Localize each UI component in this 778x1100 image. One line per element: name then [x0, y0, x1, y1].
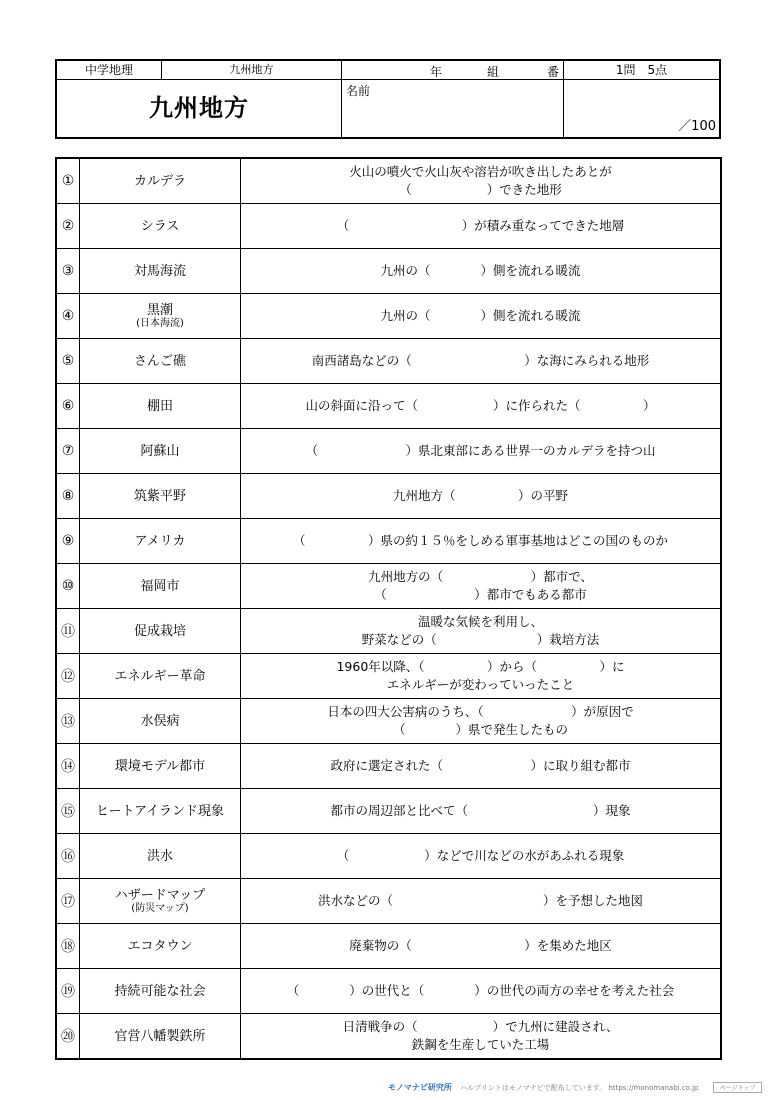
- answer-term: [80, 879, 241, 924]
- question-description: [241, 609, 722, 654]
- question-row: [56, 204, 721, 249]
- description-line: （ ）などで川などの水があふれる現象: [336, 848, 625, 863]
- question-row: [56, 969, 721, 1014]
- answer-term: [80, 474, 241, 519]
- description-line: 火山の噴火で火山灰や溶岩が吹き出したあとが: [349, 164, 612, 179]
- question-row: [56, 789, 721, 834]
- question-description: [241, 204, 722, 249]
- question-description: [241, 429, 722, 474]
- term-text: カルデラ: [133, 173, 186, 189]
- description-line: 鉄鋼を生産していた工場: [411, 1037, 550, 1052]
- page-title: 九州地方: [57, 80, 342, 137]
- description-line: （ ）都市でもある都市: [374, 587, 587, 602]
- question-number: ⑭: [56, 744, 80, 789]
- description-line: （ ）県の約１５％をしめる軍事基地はどこの国のものか: [292, 533, 668, 548]
- question-description: [241, 924, 722, 969]
- subject-label: 中学地理: [57, 61, 162, 80]
- question-description: [241, 834, 722, 879]
- score-total: ／100: [678, 119, 716, 134]
- question-row: [56, 879, 721, 924]
- description-line: 九州地方（ ）の平野: [392, 488, 568, 503]
- description-line: 洪水などの（ ）を予想した地図: [317, 893, 643, 908]
- question-row: [56, 744, 721, 789]
- description-line: 政府に選定された（ ）に取り組む都市: [330, 758, 631, 773]
- question-description: [241, 744, 722, 789]
- question-row: [56, 654, 721, 699]
- question-description: [241, 1014, 722, 1060]
- description-line: 日本の四大公害病のうち、（ ）が原因で: [327, 704, 634, 719]
- page-top-link[interactable]: ページトップ: [713, 1082, 763, 1093]
- answer-term: [80, 699, 241, 744]
- question-number: ⑧: [56, 474, 80, 519]
- question-row: [56, 294, 721, 339]
- name-label: 名前: [346, 84, 371, 98]
- question-number: ⑮: [56, 789, 80, 834]
- question-number: ⑥: [56, 384, 80, 429]
- question-description: [241, 699, 722, 744]
- description-line: 廃棄物の（ ）を集めた地区: [349, 938, 612, 953]
- description-line: （ ）県で発生したもの: [392, 722, 568, 737]
- term-text: エネルギー革命: [114, 668, 206, 684]
- term-text: ハザードマップ: [114, 887, 206, 903]
- question-number: ⑳: [56, 1014, 80, 1060]
- answer-term: [80, 834, 241, 879]
- question-description: [241, 519, 722, 564]
- question-row: [56, 474, 721, 519]
- answer-term: [80, 744, 241, 789]
- term-text: ヒートアイランド現象: [96, 803, 224, 819]
- question-number: ⑲: [56, 969, 80, 1014]
- term-note: (日本海流): [136, 317, 184, 329]
- description-line: 都市の周辺部と比べて（ ）現象: [330, 803, 631, 818]
- question-description: [241, 249, 722, 294]
- description-line: （ ）できた地形: [399, 182, 562, 197]
- description-line: 山の斜面に沿って（ ）に作られた（ ）: [305, 398, 656, 413]
- footer: [388, 1082, 762, 1093]
- description-line: 九州の（ ）側を流れる暖流: [380, 263, 581, 278]
- description-line: （ ）県北東部にある世界一のカルデラを持つ山: [305, 443, 656, 458]
- question-number: ②: [56, 204, 80, 249]
- answer-term: [80, 384, 241, 429]
- question-row: [56, 924, 721, 969]
- question-description: [241, 969, 722, 1014]
- question-description: [241, 654, 722, 699]
- description-line: 九州地方の（ ）都市で、: [368, 569, 593, 584]
- term-text: 環境モデル都市: [114, 758, 206, 774]
- term-text: 水俣病: [140, 713, 180, 729]
- question-number: ⑦: [56, 429, 80, 474]
- term-text: 持続可能な社会: [114, 983, 206, 999]
- term-text: 福岡市: [140, 578, 180, 594]
- answer-term: [80, 924, 241, 969]
- answer-term: [80, 789, 241, 834]
- year-label: 年: [430, 65, 443, 79]
- question-row: [56, 1014, 721, 1060]
- question-description: [241, 384, 722, 429]
- description-line: 野菜などの（ ）栽培方法: [361, 632, 600, 647]
- term-text: 筑紫平野: [133, 488, 186, 504]
- question-number: ⑰: [56, 879, 80, 924]
- number-label: 番: [547, 65, 560, 79]
- description-line: 日清戦争の（ ）で九州に建設され、: [342, 1019, 619, 1034]
- question-description: [241, 879, 722, 924]
- description-line: 九州の（ ）側を流れる暖流: [380, 308, 581, 323]
- question-number: ⑬: [56, 699, 80, 744]
- question-number: ⑪: [56, 609, 80, 654]
- unit-label: 九州地方: [162, 61, 342, 80]
- question-row: [56, 519, 721, 564]
- question-table: [55, 157, 722, 1060]
- answer-term: [80, 339, 241, 384]
- description-line: （ ）が積み重なってできた地層: [336, 218, 625, 233]
- answer-term: [80, 204, 241, 249]
- question-row: [56, 339, 721, 384]
- question-row: [56, 834, 721, 879]
- question-number: ④: [56, 294, 80, 339]
- answer-term: [80, 609, 241, 654]
- term-text: 対馬海流: [133, 263, 186, 279]
- description-line: 南西諸島などの（ ）な海にみられる地形: [311, 353, 650, 368]
- answer-term: [80, 654, 241, 699]
- question-description: [241, 564, 722, 609]
- term-text: さんご礁: [133, 353, 186, 369]
- description-line: （ ）の世代と（ ）の世代の両方の幸せを考えた社会: [286, 983, 675, 998]
- question-description: [241, 789, 722, 834]
- term-text: 促成栽培: [133, 623, 186, 639]
- question-row: [56, 699, 721, 744]
- question-number: ⑨: [56, 519, 80, 564]
- question-description: [241, 474, 722, 519]
- term-text: アメリカ: [134, 533, 186, 549]
- description-line: エネルギーが変わっていったこと: [386, 677, 575, 692]
- description-line: 1960年以降、（ ）から（ ）に: [336, 659, 625, 674]
- answer-term: [80, 519, 241, 564]
- question-row: [56, 564, 721, 609]
- term-text: 洪水: [146, 848, 173, 864]
- term-note: (防災マップ): [131, 902, 189, 914]
- term-text: 棚田: [146, 398, 173, 414]
- answer-term: [80, 294, 241, 339]
- answer-term: [80, 564, 241, 609]
- question-number: ③: [56, 249, 80, 294]
- term-text: 黒潮: [146, 302, 173, 318]
- question-row: [56, 384, 721, 429]
- footer-brand: モノマナビ研究所: [388, 1083, 452, 1092]
- question-number: ⑩: [56, 564, 80, 609]
- question-number: ①: [56, 158, 80, 204]
- question-row: [56, 429, 721, 474]
- question-number: ⑯: [56, 834, 80, 879]
- class-label: 組: [487, 65, 500, 79]
- footer-text: ハルプリントはモノマナビで配布しています。 https://monomanabi.co.jp: [460, 1084, 699, 1092]
- question-row: [56, 609, 721, 654]
- question-description: [241, 294, 722, 339]
- question-description: [241, 339, 722, 384]
- question-row: [56, 158, 721, 204]
- answer-term: [80, 1014, 241, 1060]
- name-field[interactable]: [342, 80, 564, 137]
- question-number: ⑤: [56, 339, 80, 384]
- term-text: シラス: [140, 218, 180, 234]
- worksheet-header: [55, 59, 721, 139]
- question-number: ⑱: [56, 924, 80, 969]
- score-box[interactable]: [564, 80, 719, 137]
- description-line: 温暖な気候を利用し、: [417, 614, 543, 629]
- points-per-question: 1問 5点: [564, 61, 719, 80]
- term-text: 阿蘇山: [140, 443, 180, 459]
- answer-term: [80, 969, 241, 1014]
- term-text: エコタウン: [127, 938, 193, 954]
- answer-term: [80, 249, 241, 294]
- answer-term: [80, 158, 241, 204]
- question-description: [241, 158, 722, 204]
- answer-term: [80, 429, 241, 474]
- term-text: 官営八幡製鉄所: [114, 1028, 206, 1044]
- question-row: [56, 249, 721, 294]
- question-number: ⑫: [56, 654, 80, 699]
- class-info: [342, 61, 564, 80]
